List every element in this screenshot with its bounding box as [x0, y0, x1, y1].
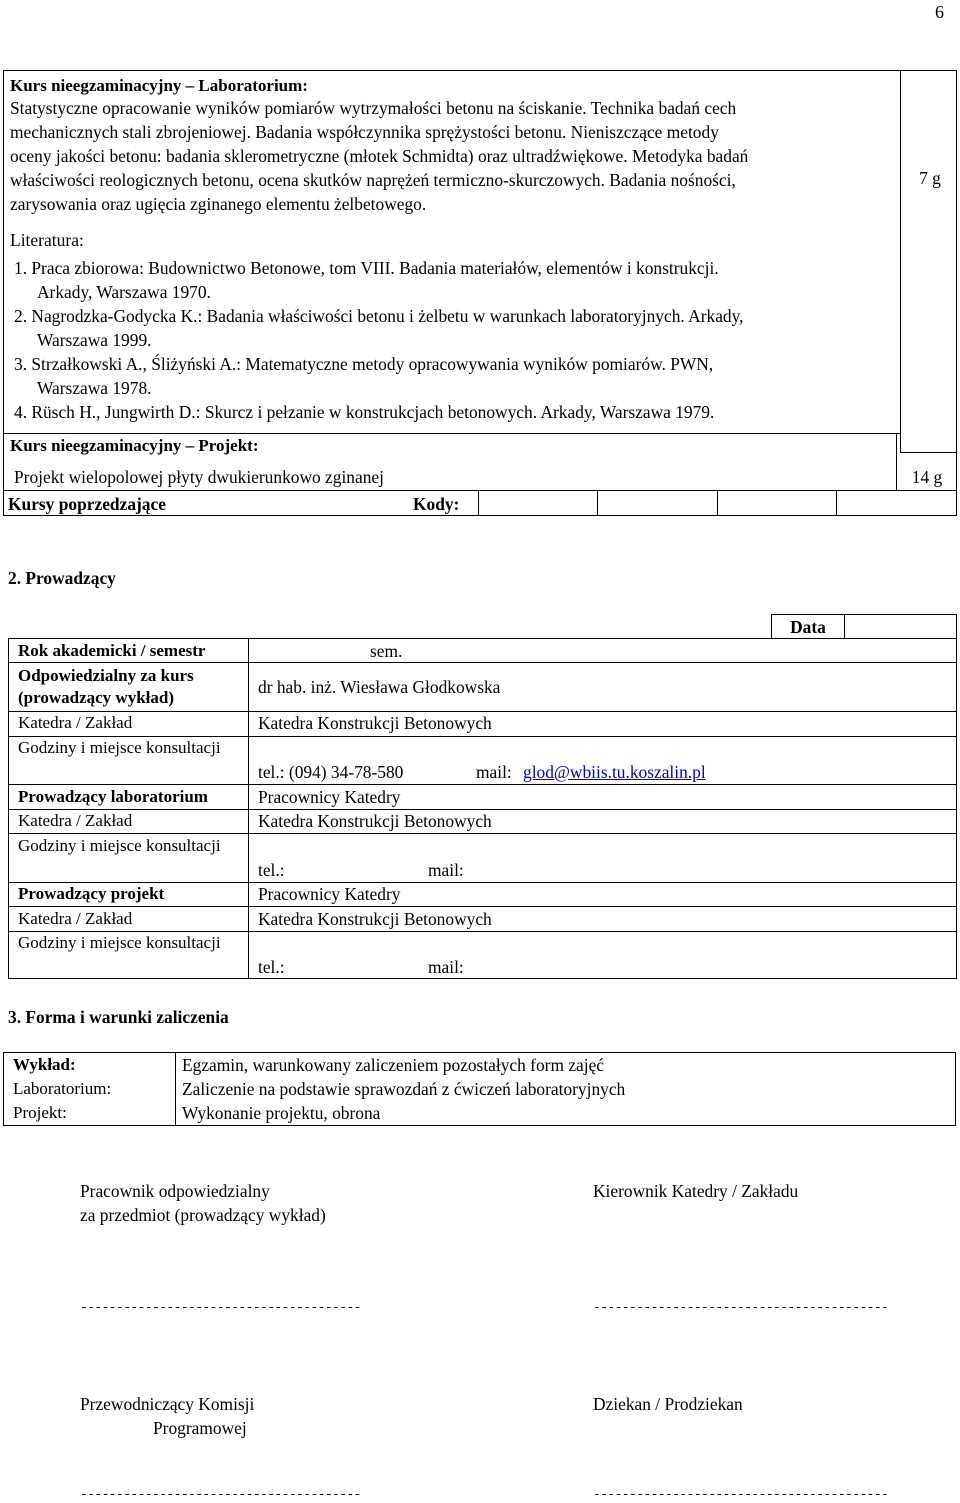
signature-label-committee-sub: Programowej: [153, 1418, 247, 1438]
course-responsible-label: Odpowiedzialny za kurs: [18, 666, 194, 685]
lab-description-line: zarysowania oraz ugięcia zginanego elementu żelbetowego.: [10, 194, 427, 214]
literature-item: 2. Nagrodzka-Godycka K.: Badania właściwości betonu i żelbetu w warunkach laboratoryjnych. Arkady,: [14, 306, 744, 326]
prereq-row-divider: [3, 490, 957, 491]
lab-description-line: Statystyczne opracowanie wyników pomiarów wytrzymałości betonu na ściskanie. Technika badań cech: [10, 98, 737, 118]
department-label: Katedra / Zakład: [18, 909, 133, 928]
literature-label: Literatura:: [10, 230, 84, 250]
lab-description-line: właściwości reologicznych betonu, ocena skutków naprężeń termiczno-skurczowych. Badania nośności,: [10, 170, 736, 190]
codes-label: Kody:: [413, 494, 460, 514]
semester-value: sem.: [370, 641, 403, 661]
code-cell-divider: [836, 490, 837, 516]
signature-line: -----------------------------------------: [593, 1300, 889, 1315]
mail-label: mail:: [428, 957, 464, 977]
section3-heading: 3. Forma i warunki zaliczenia: [8, 1007, 229, 1027]
instructors-row-divider: [8, 833, 957, 834]
consultation-label: Godziny i miejsce konsultacji: [18, 738, 221, 757]
lab-description-line: oceny jakości betonu: badania sklerometryczne (młotek Schmidta) oraz ultradźwiękowe. Metodyka badań: [10, 146, 749, 166]
code-cell-divider: [478, 490, 479, 516]
mail-label: mail:: [428, 860, 464, 880]
instructors-row-divider: [8, 736, 957, 737]
department-label: Katedra / Zakład: [18, 811, 133, 830]
laboratory-label: Laboratorium:: [13, 1079, 112, 1098]
prereq-label: Kursy poprzedzające: [8, 494, 166, 514]
instructors-row-divider: [8, 882, 957, 883]
project-course-title: Kurs nieegzaminacyjny – Projekt:: [10, 436, 259, 455]
instructors-row-divider: [8, 784, 957, 785]
lab-instructor-label: Prowadzący laboratorium: [18, 787, 208, 806]
project-label: Projekt:: [13, 1103, 67, 1122]
department-value: Katedra Konstrukcji Betonowych: [258, 909, 492, 929]
signature-label-head: Kierownik Katedry / Zakładu: [593, 1181, 799, 1201]
email-link[interactable]: glod@wbiis.tu.koszalin.pl: [523, 762, 706, 782]
signature-label-responsible: Pracownik odpowiedzialny: [80, 1181, 270, 1201]
literature-item: Arkady, Warszawa 1970.: [37, 282, 211, 302]
code-cell-divider: [597, 490, 598, 516]
signature-line: -----------------------------------------: [593, 1487, 889, 1502]
instructors-row-divider: [8, 711, 957, 712]
date-cell: [845, 614, 957, 639]
course-row-divider: [3, 433, 900, 434]
instructors-row-divider: [8, 906, 957, 907]
laboratory-value: Zaliczenie na podstawie sprawozdań z ćwiczeń laboratoryjnych: [182, 1079, 626, 1099]
signature-line: ---------------------------------------: [80, 1300, 361, 1315]
department-value: Katedra Konstrukcji Betonowych: [258, 811, 492, 831]
phone-value: tel.: (094) 34-78-580: [258, 762, 404, 782]
lab-instructor-value: Pracownicy Katedry: [258, 787, 401, 807]
literature-item: 4. Rüsch H., Jungwirth D.: Skurcz i pełzanie w konstrukcjach betonowych. Arkady, Warszawa 1979.: [14, 402, 715, 422]
code-cell-divider: [717, 490, 718, 516]
literature-item: 3. Strzałkowski A., Śliżyński A.: Matematyczne metody opracowywania wyników pomiarów. PWN,: [14, 354, 714, 374]
consultation-label: Godziny i miejsce konsultacji: [18, 836, 221, 855]
project-instructor-value: Pracownicy Katedry: [258, 884, 401, 904]
lab-hours: 7 g: [919, 168, 941, 188]
project-hours: 14 g: [911, 467, 943, 487]
lecture-value: Egzamin, warunkowany zaliczeniem pozostałych form zajęć: [182, 1055, 605, 1075]
page-number: 6: [935, 2, 944, 22]
date-header: Data: [771, 614, 845, 639]
department-label: Katedra / Zakład: [18, 713, 133, 732]
literature-item: Warszawa 1978.: [37, 378, 152, 398]
assessment-column-divider: [175, 1052, 176, 1126]
project-instructor-label: Prowadzący projekt: [18, 884, 165, 903]
signature-label-responsible-sub: za przedmiot (prowadzący wykład): [80, 1205, 326, 1225]
signature-label-dean: Dziekan / Prodziekan: [593, 1394, 743, 1414]
instructors-row-divider: [8, 809, 957, 810]
instructors-row-divider: [8, 931, 957, 932]
lecture-label: Wykład:: [13, 1055, 76, 1074]
lab-description-line: mechanicznych stali zbrojeniowej. Badania współczynnika sprężystości betonu. Nieniszczące metody: [10, 122, 719, 142]
signature-label-committee: Przewodniczący Komisji: [80, 1394, 255, 1414]
literature-item: Warszawa 1999.: [37, 330, 152, 350]
prereq-bottom-border: [3, 515, 957, 516]
phone-value: tel.:: [258, 957, 285, 977]
course-responsible-value: dr hab. inż. Wiesława Głodkowska: [258, 677, 501, 697]
department-value: Katedra Konstrukcji Betonowych: [258, 713, 492, 733]
phone-value: tel.:: [258, 860, 285, 880]
mail-label: mail:: [476, 762, 512, 782]
project-value: Wykonanie projektu, obrona: [182, 1103, 381, 1123]
section2-heading: 2. Prowadzący: [8, 568, 116, 588]
academic-year-label: Rok akademicki / semestr: [18, 641, 206, 660]
lab-course-title: Kurs nieegzaminacyjny – Laboratorium:: [10, 76, 308, 95]
hours-row-divider: [900, 452, 957, 453]
instructors-row-divider: [8, 662, 957, 663]
course-responsible-sublabel: (prowadzący wykład): [18, 688, 174, 707]
project-description: Projekt wielopolowej płyty dwukierunkowo zginanej: [14, 467, 384, 487]
literature-item: 1. Praca zbiorowa: Budownictwo Betonowe, tom VIII. Badania materiałów, elementów i konstrukcji.: [14, 258, 719, 278]
signature-line: ---------------------------------------: [80, 1487, 361, 1502]
consultation-label: Godziny i miejsce konsultacji: [18, 933, 221, 952]
